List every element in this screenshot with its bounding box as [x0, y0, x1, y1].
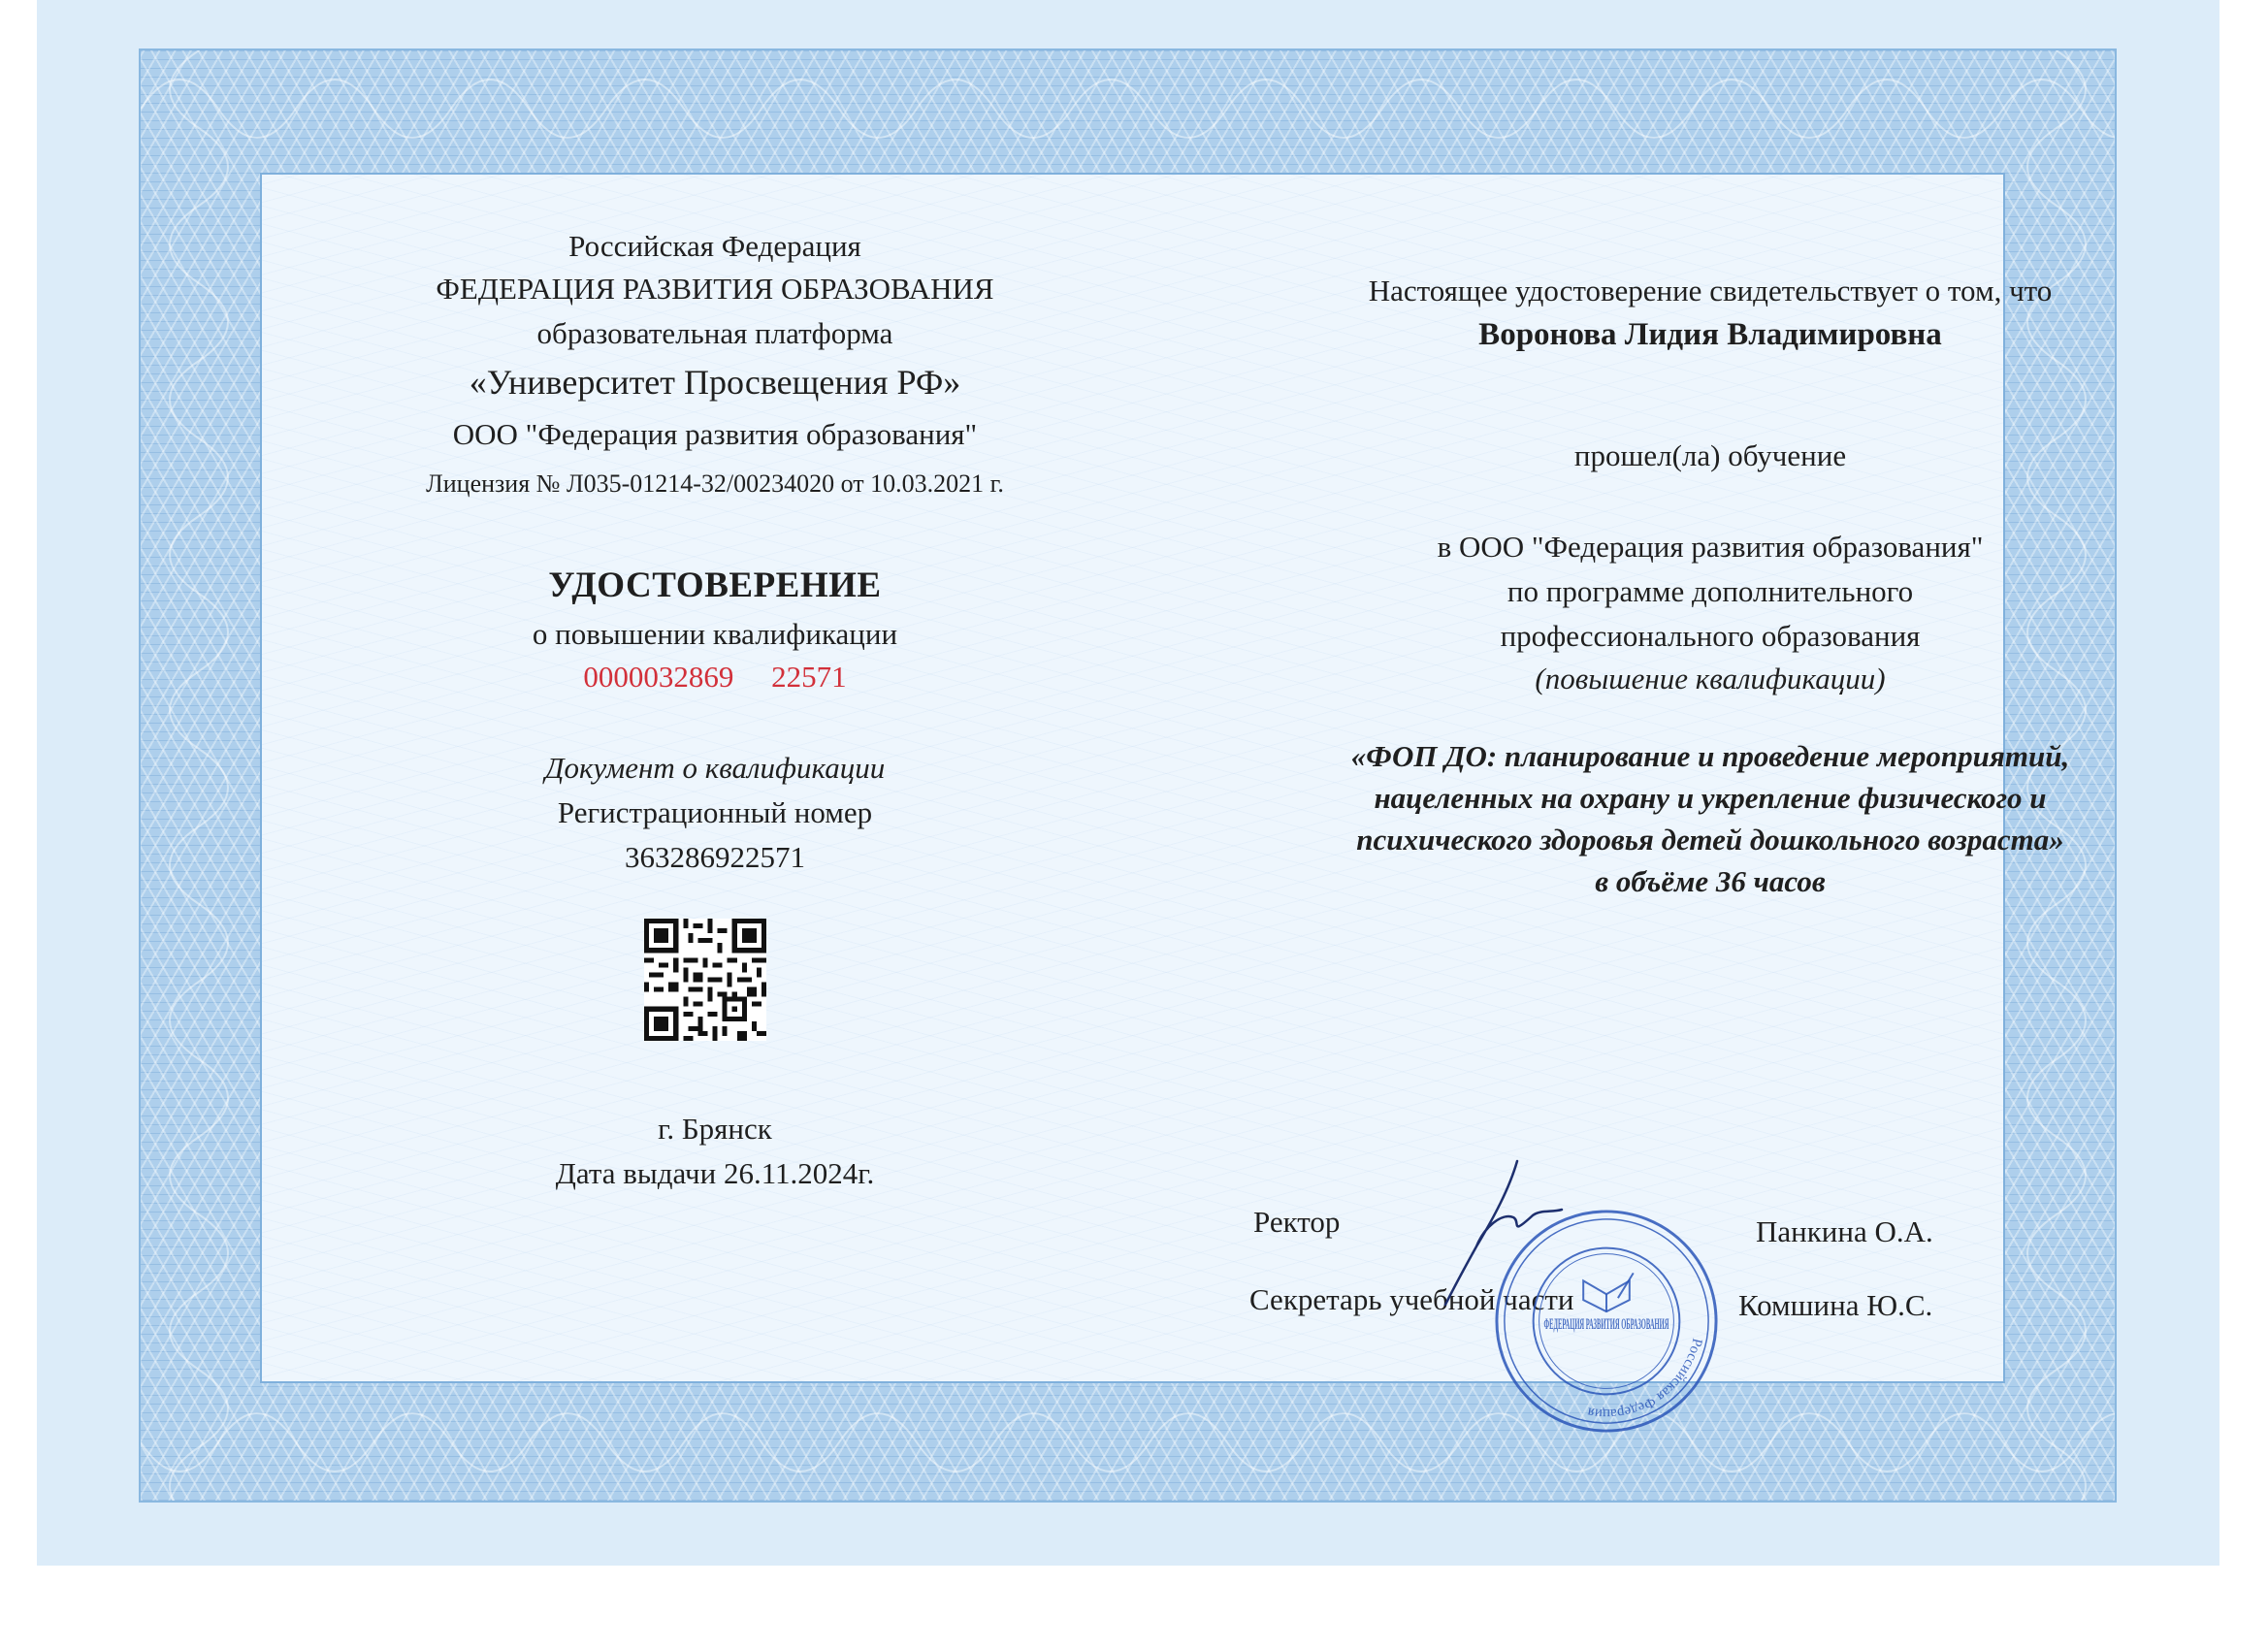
document-type: Документ о квалификации — [544, 751, 886, 785]
issuer-country: Российская Федерация — [568, 229, 861, 263]
registration-number: 363286922571 — [625, 840, 805, 874]
body-program-line2: профессионального образования — [1500, 619, 1921, 653]
document-number: 22571 — [771, 660, 847, 694]
svg-text:Российская Федерация — [1586, 1337, 1704, 1421]
seal-center-text: ФЕДЕРАЦИЯ РАЗВИТИЯ ОБРАЗОВАНИЯ — [1543, 1315, 1669, 1333]
course-line2: нацеленных на охрану и укрепление физического и — [1374, 781, 2047, 815]
issuer-license: Лицензия № Л035-01214-32/00234020 от 10.03.2021 г. — [426, 469, 1004, 498]
issuer-platform-name: «Университет Просвещения РФ» — [469, 363, 961, 402]
issuer-platform-label: образовательная платформа — [536, 316, 893, 350]
course-hours: в объёме 36 часов — [1595, 864, 1826, 898]
document-subtitle: о повышении квалификации — [532, 617, 898, 651]
body-program-kind: (повышение квалификации) — [1535, 662, 1886, 695]
issue-city: г. Брянск — [658, 1112, 772, 1146]
course-line1: «ФОП ДО: планирование и проведение мероприятий, — [1350, 739, 2070, 773]
secretary-label: Секретарь учебной части — [1249, 1282, 1574, 1316]
body-intro: Настоящее удостоверение свидетельствует о том, что — [1368, 274, 2053, 307]
seal-ring-text: Российская Федерация — [1586, 1337, 1705, 1422]
rector-label: Ректор — [1253, 1205, 1341, 1239]
secretary-name: Комшина Ю.С. — [1738, 1288, 1933, 1322]
body-program-line1: по программе дополнительного — [1507, 574, 1914, 608]
organization-seal — [1491, 1206, 1722, 1437]
document-title: УДОСТОВЕРЕНИЕ — [548, 566, 882, 605]
certificate-panel — [260, 173, 2005, 1383]
body-org-line: в ООО "Федерация развития образования" — [1437, 530, 1984, 564]
person-name: Воронова Лидия Владимировна — [1478, 317, 1942, 352]
issue-date: Дата выдачи 26.11.2024г. — [555, 1156, 875, 1190]
guilloche-frame — [139, 48, 2117, 1503]
registration-label: Регистрационный номер — [557, 795, 873, 829]
document-series-number — [550, 660, 880, 695]
issuer-federation: ФЕДЕРАЦИЯ РАЗВИТИЯ ОБРАЗОВАНИЯ — [436, 272, 994, 306]
issuer-org: ООО "Федерация развития образования" — [452, 417, 978, 451]
document-series: 0000032869 — [583, 660, 734, 694]
body-completed: прошел(ла) обучение — [1573, 438, 1847, 472]
rector-name: Панкина О.А. — [1756, 1214, 1933, 1248]
course-line3: психического здоровья детей дошкольного возраста» — [1356, 823, 2064, 857]
qr-code — [644, 919, 766, 1041]
